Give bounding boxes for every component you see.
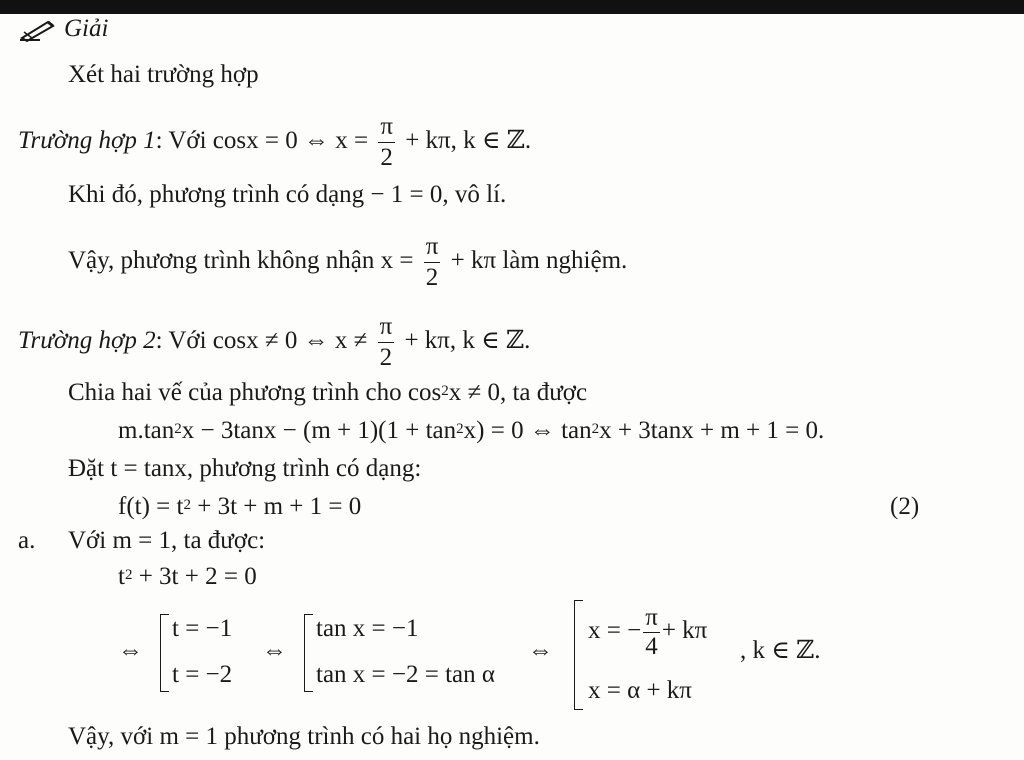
solution-heading: Giải: [64, 15, 109, 42]
part-a-lead: Với m = 1, ta được:: [68, 527, 266, 554]
part-a-marker: a.: [18, 527, 36, 554]
pi-over-4-fraction: $\frac{\pi}{4}$: [645, 604, 658, 660]
system-bracket-3: [574, 600, 583, 710]
case1-conclusion: Vậy, phương trình không nhận x = $\frac{\pi}{2}$ + kπ làm nghiệm.: [68, 233, 628, 291]
system2-top: tan x = −1: [316, 615, 419, 642]
iff-symbol-1: ⇔: [118, 637, 143, 664]
part-a-equation: $t^2 + 3t + 2 = 0$: [118, 563, 257, 590]
case1-line: Trường hợp 1: Với cosx = 0 ⇔ x = $\frac{\pi}{2}$ + kπ, k ∈ ℤ.: [18, 113, 532, 171]
substitution-line: Đặt t = tanx, phương trình có dạng:: [68, 455, 422, 482]
system1-top: t = −1: [172, 615, 233, 642]
case2-line: Trường hợp 2: Với cosx ≠ 0 ⇔ x ≠ $\frac{\pi}{2}$ + kπ, k ∈ ℤ.: [18, 313, 531, 371]
system3-top: x = − $\frac{\pi}{4}$ + kπ: [588, 604, 708, 660]
pi-over-2-fraction: $\frac{\pi}{2}$: [425, 233, 439, 291]
intro-line: Xét hai trường hợp: [68, 61, 259, 88]
part-a-conclusion: Vậy, với m = 1 phương trình có hai họ nghiệm.: [68, 723, 540, 750]
system2-bottom: tan x = −2 = tan α: [316, 661, 495, 688]
iff-symbol-3: ⇔: [528, 637, 553, 664]
top-dark-band: [0, 0, 1024, 14]
equation-number: (2): [890, 493, 920, 520]
divide-line: Chia hai vế của phương trình cho $\cos^2x \ne 0$, ta được: [68, 379, 588, 406]
system-bracket-1: [160, 614, 169, 692]
system1-bottom: t = −2: [172, 661, 233, 688]
iff-symbol-2: ⇔: [262, 637, 287, 664]
quadratic-f-equation: $f(t) = t^2 + 3t + m + 1 = 0$: [118, 493, 362, 520]
pi-over-2-fraction: $\frac{\pi}{2}$: [379, 313, 393, 371]
case2-label: Trường hợp 2: [18, 327, 156, 355]
pi-over-2-fraction: $\frac{\pi}{2}$: [380, 113, 393, 171]
system-bracket-2: [304, 614, 313, 692]
integer-set-tail: , k ∈ ℤ.: [740, 637, 821, 664]
pencil-writing-icon: [18, 18, 58, 42]
case1-label: Trường hợp 1: [18, 127, 156, 155]
system3-bottom: x = α + kπ: [588, 677, 692, 704]
transformed-equation: $m.\tan^2x - 3\tan x - (m + 1)(1 + \tan^2x) = 0$ ⇔ $\tan^2x + 3\tan x + m + 1 = 0$.: [118, 417, 825, 444]
case1-contradiction: Khi đó, phương trình có dạng − 1 = 0, vô lí.: [68, 181, 507, 208]
